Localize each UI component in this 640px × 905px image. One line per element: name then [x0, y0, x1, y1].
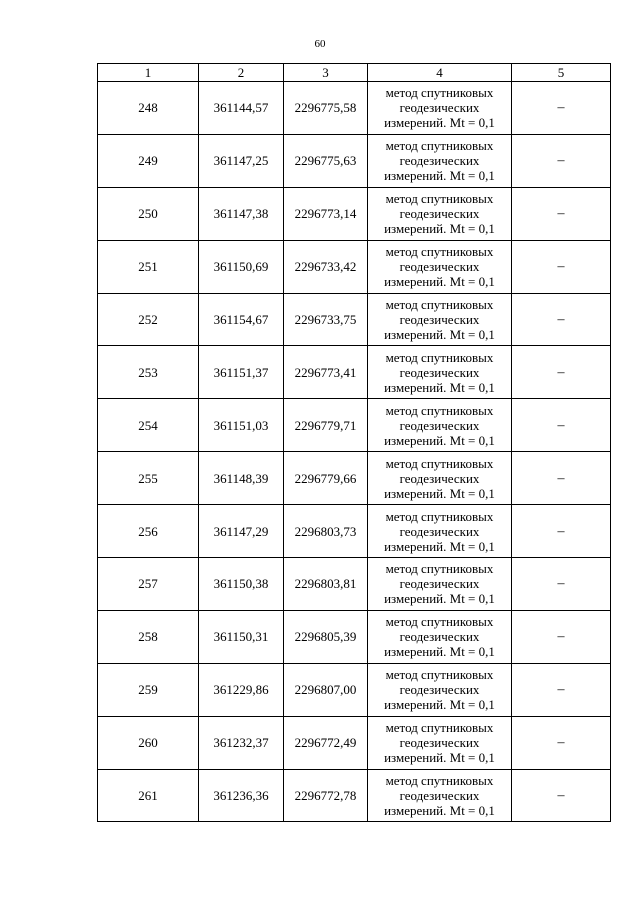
- method-cell: [368, 399, 512, 452]
- method-text-line: измерений. Mt = 0,1: [384, 644, 495, 660]
- x-coordinate-cell: 361150,69: [199, 240, 284, 293]
- y-coordinate-cell: 2296803,73: [284, 505, 368, 558]
- method-text-line: измерений. Mt = 0,1: [384, 485, 495, 501]
- table-row: [98, 134, 611, 187]
- method-text-line: геодезических: [399, 312, 480, 327]
- y-coordinate-cell: 2296773,41: [284, 346, 368, 399]
- method-text-line: геодезических: [399, 206, 480, 222]
- table-row: [98, 346, 611, 399]
- y-coordinate-cell: 2296733,42: [284, 240, 368, 293]
- note-cell: –: [512, 610, 611, 663]
- method-text-line: метод спутниковых: [385, 297, 494, 312]
- method-text-line: метод спутниковых: [385, 455, 494, 471]
- table-row: [98, 240, 611, 293]
- method-text-line: геодезических: [399, 470, 480, 486]
- y-coordinate-cell: 2296775,63: [284, 134, 368, 187]
- point-number-cell: 253: [98, 346, 199, 399]
- x-coordinate-cell: 361151,03: [199, 399, 284, 452]
- note-cell: –: [512, 346, 611, 399]
- method-text-line: измерений. Mt = 0,1: [384, 697, 495, 713]
- method-text-line: геодезических: [399, 788, 480, 804]
- column-header: 3: [284, 64, 368, 82]
- method-text-line: измерений. Mt = 0,1: [384, 221, 495, 237]
- method-text-line: метод спутниковых: [385, 667, 494, 683]
- note-cell: –: [512, 399, 611, 452]
- y-coordinate-cell: 2296807,00: [284, 663, 368, 716]
- table-row: [98, 716, 611, 769]
- y-coordinate-cell: 2296803,81: [284, 558, 368, 611]
- table-row: [98, 452, 611, 505]
- x-coordinate-cell: 361154,67: [199, 293, 284, 346]
- method-cell: [368, 240, 512, 293]
- method-text-line: метод спутниковых: [385, 349, 494, 365]
- method-text-line: геодезических: [399, 153, 480, 169]
- x-coordinate-cell: 361232,37: [199, 716, 284, 769]
- method-text-line: геодезических: [399, 100, 480, 116]
- note-cell: –: [512, 769, 611, 822]
- table-row: [98, 187, 611, 240]
- method-text-line: геодезических: [399, 259, 480, 275]
- note-cell: –: [512, 558, 611, 611]
- x-coordinate-cell: 361147,25: [199, 134, 284, 187]
- method-cell: [368, 663, 512, 716]
- table-row: [98, 399, 611, 452]
- point-number-cell: 249: [98, 134, 199, 187]
- method-text-line: метод спутниковых: [385, 244, 494, 260]
- method-cell: [368, 769, 512, 822]
- method-text-line: геодезических: [399, 417, 480, 433]
- table-row: [98, 769, 611, 822]
- method-text-line: метод спутниковых: [385, 720, 494, 736]
- method-text-line: измерений. Mt = 0,1: [384, 591, 495, 607]
- point-number-cell: 255: [98, 452, 199, 505]
- x-coordinate-cell: 361147,38: [199, 187, 284, 240]
- point-number-cell: 258: [98, 610, 199, 663]
- x-coordinate-cell: 361229,86: [199, 663, 284, 716]
- point-number-cell: 256: [98, 505, 199, 558]
- x-coordinate-cell: 361150,38: [199, 558, 284, 611]
- x-coordinate-cell: 361148,39: [199, 452, 284, 505]
- note-cell: –: [512, 82, 611, 135]
- point-number-cell: 251: [98, 240, 199, 293]
- method-cell: [368, 134, 512, 187]
- note-cell: –: [512, 716, 611, 769]
- y-coordinate-cell: 2296772,78: [284, 769, 368, 822]
- method-text-line: геодезических: [399, 576, 480, 592]
- table-row: [98, 663, 611, 716]
- point-number-cell: 250: [98, 187, 199, 240]
- method-text-line: геодезических: [399, 523, 480, 539]
- point-number-cell: 260: [98, 716, 199, 769]
- column-header: 4: [368, 64, 512, 82]
- method-text-line: метод спутниковых: [385, 191, 494, 207]
- point-number-cell: 257: [98, 558, 199, 611]
- method-text-line: метод спутниковых: [385, 773, 494, 789]
- method-cell: [368, 505, 512, 558]
- coordinates-table: [97, 63, 611, 822]
- column-header: 5: [512, 64, 611, 82]
- note-cell: –: [512, 240, 611, 293]
- method-cell: [368, 293, 512, 346]
- note-cell: –: [512, 505, 611, 558]
- y-coordinate-cell: 2296775,58: [284, 82, 368, 135]
- method-text-line: метод спутниковых: [385, 85, 494, 101]
- x-coordinate-cell: 361147,29: [199, 505, 284, 558]
- method-text-line: метод спутниковых: [385, 138, 494, 154]
- note-cell: –: [512, 134, 611, 187]
- method-text-line: метод спутниковых: [385, 561, 494, 577]
- method-text-line: измерений. Mt = 0,1: [384, 432, 495, 448]
- y-coordinate-cell: 2296805,39: [284, 610, 368, 663]
- table-row: [98, 293, 611, 346]
- method-cell: [368, 82, 512, 135]
- y-coordinate-cell: 2296779,71: [284, 399, 368, 452]
- method-text-line: геодезических: [399, 629, 480, 645]
- method-cell: [368, 558, 512, 611]
- method-cell: [368, 187, 512, 240]
- header-row: [98, 64, 611, 82]
- note-cell: –: [512, 452, 611, 505]
- method-text-line: геодезических: [399, 735, 480, 751]
- method-text-line: метод спутниковых: [385, 508, 494, 524]
- method-cell: [368, 610, 512, 663]
- note-cell: –: [512, 663, 611, 716]
- method-text-line: метод спутниковых: [385, 614, 494, 630]
- method-text-line: метод спутниковых: [385, 402, 494, 418]
- y-coordinate-cell: 2296779,66: [284, 452, 368, 505]
- note-cell: –: [512, 293, 611, 346]
- column-header: 2: [199, 64, 284, 82]
- method-text-line: измерений. Mt = 0,1: [384, 750, 495, 766]
- method-cell: [368, 452, 512, 505]
- column-header: 1: [98, 64, 199, 82]
- method-text-line: измерений. Mt = 0,1: [384, 538, 495, 554]
- method-text-line: измерений. Mt = 0,1: [384, 115, 495, 131]
- method-text-line: геодезических: [399, 364, 480, 380]
- point-number-cell: 261: [98, 769, 199, 822]
- method-cell: [368, 716, 512, 769]
- method-text-line: измерений. Mt = 0,1: [384, 327, 495, 342]
- x-coordinate-cell: 361151,37: [199, 346, 284, 399]
- point-number-cell: 248: [98, 82, 199, 135]
- method-text-line: измерений. Mt = 0,1: [384, 803, 495, 819]
- y-coordinate-cell: 2296772,49: [284, 716, 368, 769]
- method-text-line: измерений. Mt = 0,1: [384, 379, 495, 395]
- method-text-line: измерений. Mt = 0,1: [384, 274, 495, 290]
- point-number-cell: 252: [98, 293, 199, 346]
- point-number-cell: 259: [98, 663, 199, 716]
- table-row: [98, 610, 611, 663]
- table-row: [98, 558, 611, 611]
- method-text-line: измерений. Mt = 0,1: [384, 168, 495, 184]
- table-body: [98, 82, 611, 822]
- x-coordinate-cell: 361144,57: [199, 82, 284, 135]
- x-coordinate-cell: 361150,31: [199, 610, 284, 663]
- y-coordinate-cell: 2296773,14: [284, 187, 368, 240]
- table-row: [98, 82, 611, 135]
- x-coordinate-cell: 361236,36: [199, 769, 284, 822]
- y-coordinate-cell: 2296733,75: [284, 293, 368, 346]
- method-cell: [368, 346, 512, 399]
- table-row: [98, 505, 611, 558]
- point-number-cell: 254: [98, 399, 199, 452]
- page-number: 60: [314, 38, 326, 50]
- note-cell: –: [512, 187, 611, 240]
- method-text-line: геодезических: [399, 682, 480, 698]
